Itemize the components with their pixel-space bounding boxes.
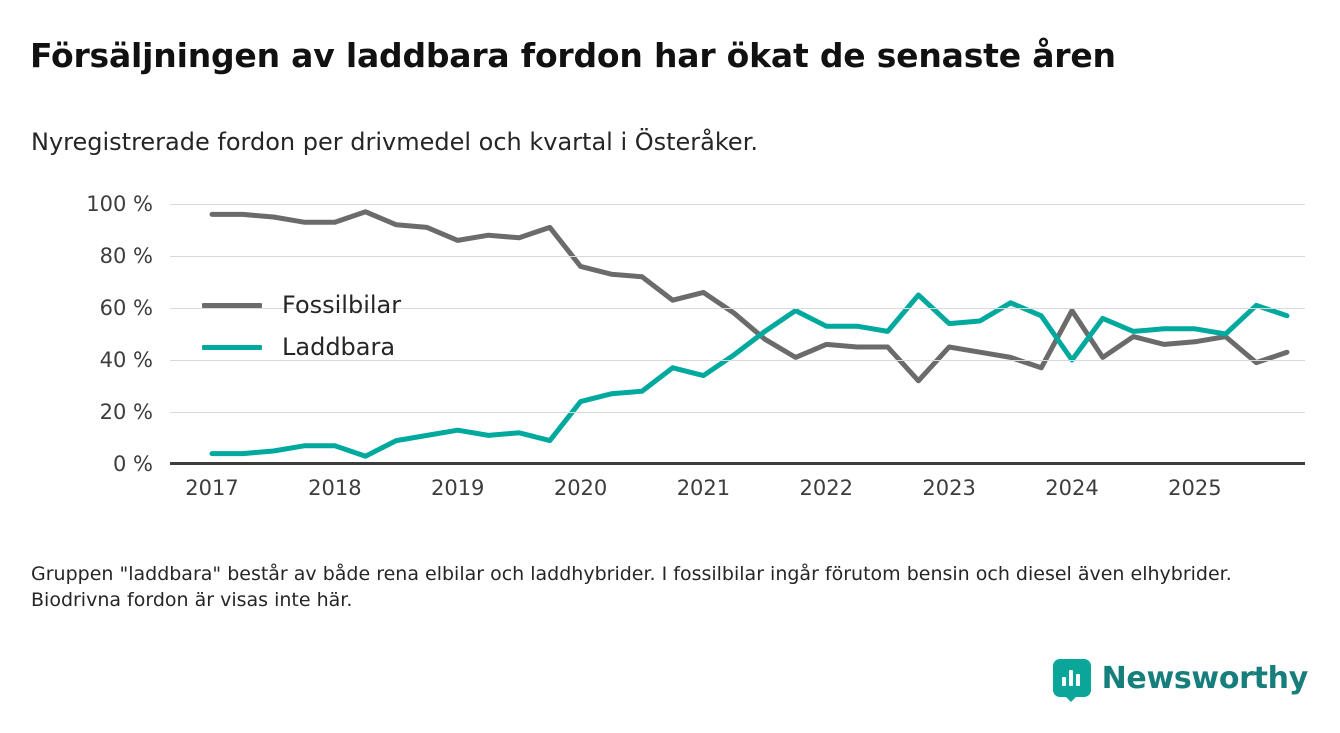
x-axis-tick-label: 2024 <box>1045 476 1099 500</box>
y-axis-tick-label: 20 % <box>99 400 153 424</box>
x-axis-tick-label: 2018 <box>308 476 362 500</box>
legend-item-laddbara <box>202 326 452 368</box>
y-axis-tick-label: 100 % <box>86 192 153 216</box>
gridline <box>170 204 1305 205</box>
gridline <box>170 256 1305 257</box>
page-title: Försäljningen av laddbara fordon har ökat de senaste åren <box>30 36 1116 75</box>
y-axis-tick-label: 60 % <box>99 296 153 320</box>
y-axis-tick-label: 40 % <box>99 348 153 372</box>
legend-swatch-fossilbilar <box>202 303 262 308</box>
x-axis-line <box>170 462 1305 465</box>
chart-container <box>30 180 1310 510</box>
y-axis-tick-label: 0 % <box>113 452 153 476</box>
legend-item-fossilbilar <box>202 284 452 326</box>
legend-label-laddbara: Laddbara <box>282 333 396 361</box>
x-axis-tick-label: 2020 <box>553 476 608 500</box>
brand-name: Newsworthy <box>1101 660 1308 696</box>
gridline <box>170 412 1305 413</box>
legend-label-fossilbilar: Fossilbilar <box>282 291 402 319</box>
y-axis-tick-label: 80 % <box>99 244 153 268</box>
legend-swatch-laddbara <box>202 345 262 350</box>
chart-legend <box>202 284 452 368</box>
x-axis-tick-label: 2022 <box>799 476 854 500</box>
brand-logo <box>1053 659 1308 697</box>
x-axis-tick-label: 2019 <box>430 476 485 500</box>
x-axis-tick-label: 2021 <box>676 476 731 500</box>
x-axis-tick-label: 2025 <box>1168 476 1222 500</box>
x-axis-tick-label: 2017 <box>185 476 239 500</box>
x-axis-tick-label: 2023 <box>922 476 976 500</box>
chart-footnote: Gruppen "laddbara" består av både rena elbilar och laddhybrider. I fossilbilar ingår förutom bensin och diesel även elhybrider. Biodrivna fordon är visas inte här. <box>31 563 1232 611</box>
bar-chart-icon <box>1053 659 1091 697</box>
page-subtitle: Nyregistrerade fordon per drivmedel och kvartal i Österåker. <box>31 128 758 156</box>
